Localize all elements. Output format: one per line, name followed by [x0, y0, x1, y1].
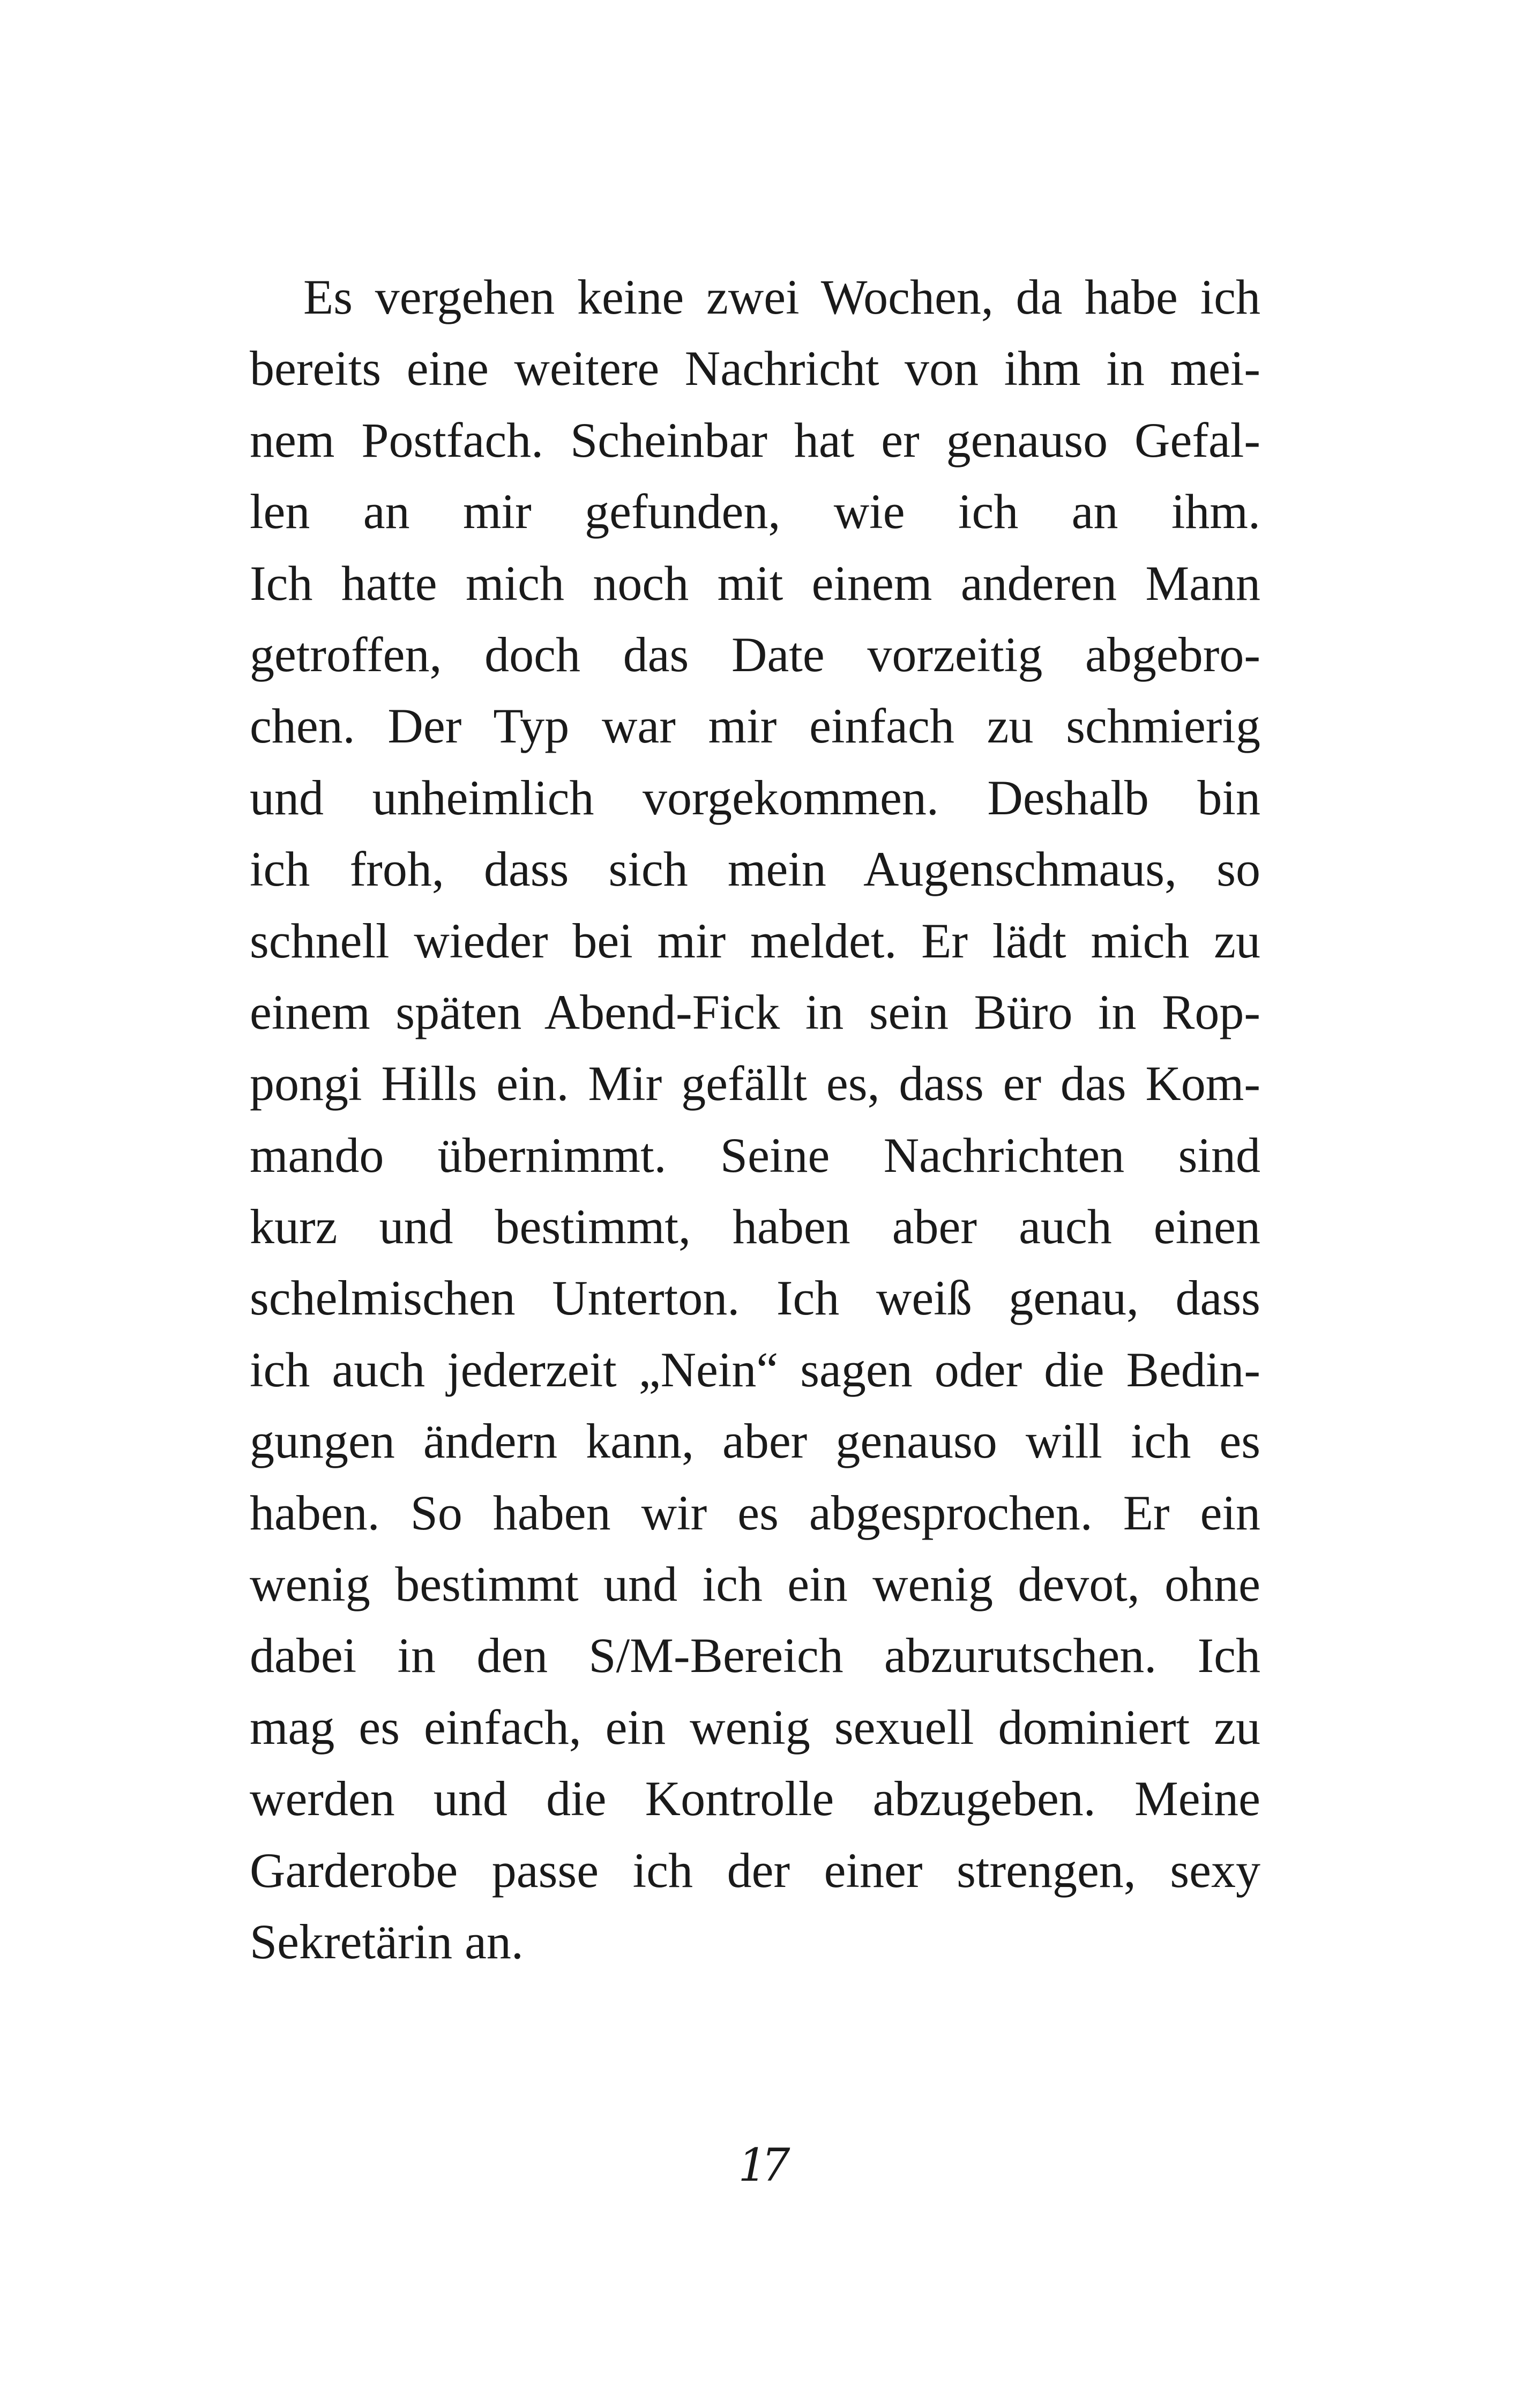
text-line: len an mir gefunden, wie ich an ihm. [250, 484, 1260, 539]
text-line: schelmischen Unterton. Ich weiß genau, dass [250, 1270, 1260, 1326]
text-line: gungen ändern kann, aber genauso will ich es [250, 1414, 1260, 1469]
text-line: mag es einfach, ein wenig sexuell dominiert zu [250, 1699, 1260, 1755]
text-line: nem Postfach. Scheinbar hat er genauso Gefal- [250, 412, 1260, 467]
text-line: getroffen, doch das Date vorzeitig abgebro- [250, 627, 1260, 682]
text-line: ich froh, dass sich mein Augenschmaus, so [250, 842, 1260, 897]
text-line: bereits eine weitere Nachricht von ihm in mei- [250, 341, 1260, 396]
text-line: Sekretärin an. [250, 1914, 524, 1969]
text-line: Garderobe passe ich der einer strengen, sexy [250, 1842, 1260, 1898]
page-number: 17 [738, 2139, 785, 2191]
text-line: ich auch jederzeit „Nein“ sagen oder die Bedin- [250, 1342, 1260, 1397]
text-line: und unheimlich vorgekommen. Deshalb bin [250, 770, 1260, 825]
body-paragraph [250, 262, 1260, 1978]
text-line: wenig bestimmt und ich ein wenig devot, ohne [250, 1557, 1260, 1612]
text-line: dabei in den S/M-Bereich abzurutschen. Ich [250, 1628, 1260, 1683]
text-line: schnell wieder bei mir meldet. Er lädt mich zu [250, 913, 1260, 968]
text-line: haben. So haben wir es abgesprochen. Er ein [250, 1485, 1260, 1540]
text-line: Es vergehen keine zwei Wochen, da habe ich [303, 270, 1260, 324]
text-line: einem späten Abend-Fick in sein Büro in Rop- [250, 984, 1260, 1039]
text-line: mando übernimmt. Seine Nachrichten sind [250, 1127, 1260, 1183]
text-line: kurz und bestimmt, haben aber auch einen [250, 1199, 1260, 1254]
text-line: pongi Hills ein. Mir gefällt es, dass er das Kom- [250, 1056, 1260, 1111]
text-line: chen. Der Typ war mir einfach zu schmierig [250, 698, 1260, 754]
text-line: Ich hatte mich noch mit einem anderen Mann [250, 555, 1260, 611]
text-line: werden und die Kontrolle abzugeben. Meine [250, 1771, 1260, 1826]
